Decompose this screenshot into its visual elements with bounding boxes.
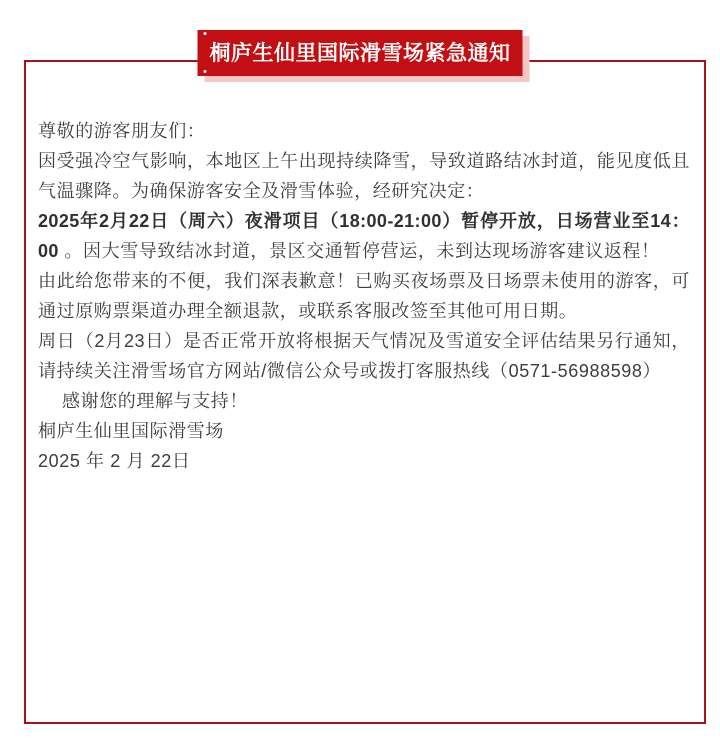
sunday-update-paragraph: 周日（2月23日）是否正常开放将根据天气情况及雪道安全评估结果另行通知，请持续关注滑雪场官方网站/微信公众号或拨打客服热线（0571-56988598）	[38, 331, 690, 381]
closure-announcement-rest: 。因大雪导致结冰封道，景区交通暂停营运，未到达现场游客建议返程！	[58, 241, 660, 261]
banner-dot-top	[204, 32, 207, 35]
intro-paragraph: 因受强冷空气影响，本地区上午出现持续降雪，导致道路结冰封道，能见度低且气温骤降。为确保游客安全及滑雪体验，经研究决定：	[38, 151, 690, 201]
notice-body-frame	[24, 60, 706, 724]
date-line: 2025 年 2 月 22日	[38, 451, 191, 471]
closure-announcement-bold: 2025年2月22日（周六）夜滑项目（18:00-21:00）暂停开放，日场营业至14：00	[38, 211, 690, 261]
banner-dot-bottom	[204, 70, 207, 73]
notice-title-banner	[198, 30, 523, 76]
closure-announcement	[38, 206, 690, 266]
signature-line: 桐庐生仙里国际滑雪场	[38, 421, 224, 441]
salutation: 尊敬的游客朋友们：	[38, 121, 206, 141]
thanks-line: 感谢您的理解与支持！	[62, 391, 248, 411]
refund-paragraph: 由此给您带来的不便，我们深表歉意！已购买夜场票及日场票未使用的游客，可通过原购票渠道办理全额退款，或联系客服改签至其他可用日期。	[38, 271, 690, 321]
notice-title: 桐庐生仙里国际滑雪场紧急通知	[209, 41, 511, 65]
